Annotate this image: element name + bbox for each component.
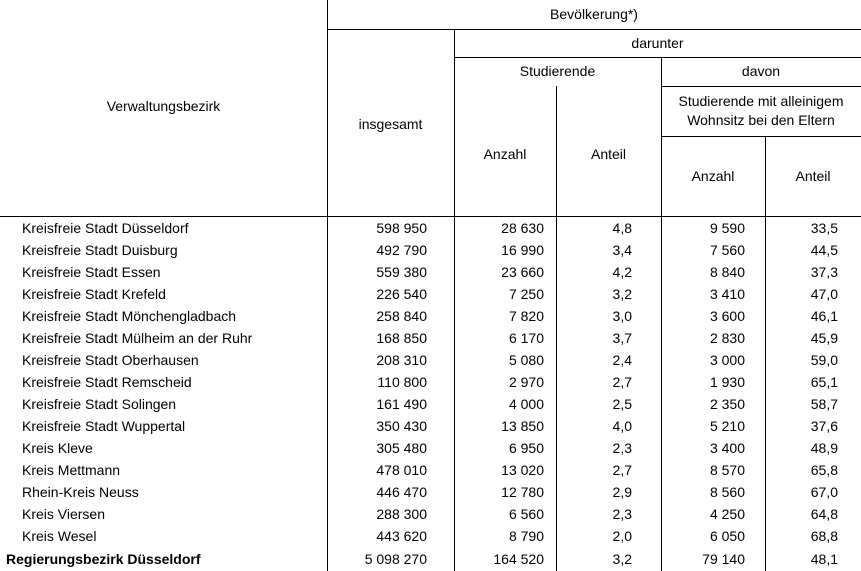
row-anteil: 3,0 [612, 308, 632, 324]
row-eltern-anzahl: 2 350 [709, 396, 745, 412]
row-anzahl: 16 990 [501, 242, 544, 258]
row-anteil: 4,2 [612, 264, 632, 280]
total-insgesamt: 5 098 270 [364, 551, 427, 567]
table-row [0, 482, 861, 504]
header-studierende-anzahl: Anzahl [483, 146, 527, 162]
row-eltern-anteil: 47,0 [810, 286, 838, 302]
row-anteil: 3,7 [612, 330, 632, 346]
row-name: Kreis Mettmann [22, 462, 121, 478]
row-eltern-anteil: 68,8 [810, 528, 838, 544]
row-name: Kreisfreie Stadt Essen [22, 264, 161, 280]
row-anzahl: 7 820 [508, 308, 544, 324]
row-anteil: 2,5 [612, 396, 632, 412]
row-anteil: 3,4 [612, 242, 632, 258]
row-eltern-anteil: 64,8 [810, 506, 838, 522]
row-name: Kreisfreie Stadt Duisburg [22, 242, 178, 258]
row-insgesamt: 492 790 [376, 242, 427, 258]
row-eltern-anzahl: 3 000 [709, 352, 745, 368]
table-row [0, 504, 861, 526]
row-eltern-anteil: 59,0 [810, 352, 838, 368]
row-eltern-anzahl: 3 410 [709, 286, 745, 302]
row-anzahl: 2 970 [508, 374, 544, 390]
row-insgesamt: 446 470 [376, 484, 427, 500]
row-insgesamt: 208 310 [376, 352, 427, 368]
table-row [0, 328, 861, 350]
row-anzahl: 4 000 [508, 396, 544, 412]
row-eltern-anteil: 58,7 [810, 396, 838, 412]
row-insgesamt: 258 840 [376, 308, 427, 324]
row-anteil: 2,9 [612, 484, 632, 500]
row-name: Kreisfreie Stadt Solingen [22, 396, 177, 412]
row-anteil: 2,4 [612, 352, 632, 368]
row-anzahl: 6 170 [508, 330, 544, 346]
row-eltern-anzahl: 9 590 [709, 220, 745, 236]
row-insgesamt: 598 950 [376, 220, 427, 236]
row-anzahl: 23 660 [501, 264, 544, 280]
row-eltern-anteil: 46,1 [810, 308, 838, 324]
row-name: Kreisfreie Stadt Wuppertal [22, 418, 186, 434]
row-anteil: 2,3 [612, 506, 632, 522]
row-name: Rhein-Kreis Neuss [22, 484, 139, 500]
row-name: Kreisfreie Stadt Remscheid [22, 374, 192, 390]
row-insgesamt: 350 430 [376, 418, 427, 434]
table-row [0, 218, 861, 240]
row-insgesamt: 305 480 [376, 440, 427, 456]
row-anteil: 2,3 [612, 440, 632, 456]
row-insgesamt: 288 300 [376, 506, 427, 522]
header-studierende: Studierende [519, 63, 596, 79]
header-studierende-anteil: Anteil [590, 146, 627, 162]
table-row [0, 240, 861, 262]
table-row [0, 460, 861, 482]
row-eltern-anzahl: 3 600 [709, 308, 745, 324]
row-name: Kreis Wesel [22, 528, 97, 544]
row-insgesamt: 110 800 [377, 374, 427, 390]
header-eltern-line2: Wohnsitz bei den Eltern [687, 112, 835, 128]
row-eltern-anteil: 33,5 [810, 220, 838, 236]
row-anzahl: 6 950 [508, 440, 544, 456]
total-eltern-anteil: 48,1 [810, 551, 838, 567]
total-name: Regierungsbezirk Düsseldorf [6, 551, 201, 567]
row-eltern-anzahl: 4 250 [709, 506, 745, 522]
header-darunter: darunter [631, 35, 684, 51]
table-row [0, 372, 861, 394]
row-name: Kreisfreie Stadt Krefeld [22, 286, 166, 302]
row-anteil: 3,2 [612, 286, 632, 302]
total-anteil: 3,2 [612, 551, 632, 567]
row-anteil: 2,7 [612, 374, 632, 390]
row-anzahl: 12 780 [501, 484, 544, 500]
row-insgesamt: 168 850 [376, 330, 427, 346]
row-eltern-anzahl: 7 560 [709, 242, 745, 258]
row-name: Kreisfreie Stadt Mönchengladbach [22, 308, 237, 324]
row-anteil: 2,0 [612, 528, 632, 544]
header-eltern-anteil: Anteil [795, 168, 831, 184]
table-row [0, 416, 861, 438]
header-davon: davon [741, 63, 781, 79]
row-insgesamt: 226 540 [376, 286, 427, 302]
row-name: Kreis Kleve [22, 440, 93, 456]
row-eltern-anteil: 65,1 [810, 374, 838, 390]
row-anzahl: 13 850 [501, 418, 544, 434]
row-anzahl: 7 250 [508, 286, 544, 302]
row-anteil: 2,7 [612, 462, 632, 478]
row-eltern-anteil: 37,6 [810, 418, 838, 434]
total-eltern-anzahl: 79 140 [702, 551, 745, 567]
total-anzahl: 164 520 [493, 551, 544, 567]
row-name: Kreis Viersen [22, 506, 106, 522]
table-row [0, 350, 861, 372]
row-insgesamt: 478 010 [376, 462, 427, 478]
row-eltern-anteil: 67,0 [810, 484, 838, 500]
row-eltern-anteil: 48,9 [810, 440, 838, 456]
row-name: Kreisfreie Stadt Düsseldorf [22, 220, 189, 236]
table-row-total [0, 549, 861, 571]
row-eltern-anzahl: 1 930 [709, 374, 745, 390]
row-anteil: 4,8 [612, 220, 632, 236]
table-row [0, 284, 861, 306]
row-eltern-anzahl: 2 830 [709, 330, 745, 346]
header-verwaltungsbezirk: Verwaltungsbezirk [106, 98, 221, 114]
row-anteil: 4,0 [612, 418, 632, 434]
row-eltern-anzahl: 8 570 [709, 462, 745, 478]
row-eltern-anzahl: 8 560 [709, 484, 745, 500]
header-bevoelkerung: Bevölkerung*) [550, 6, 638, 22]
row-eltern-anzahl: 8 840 [709, 264, 745, 280]
row-insgesamt: 443 620 [376, 528, 427, 544]
table-row [0, 394, 861, 416]
table-row [0, 306, 861, 328]
row-anzahl: 28 630 [501, 220, 544, 236]
row-eltern-anzahl: 5 210 [709, 418, 745, 434]
table-row [0, 438, 861, 460]
row-anzahl: 8 790 [508, 528, 544, 544]
row-anzahl: 6 560 [508, 506, 544, 522]
row-insgesamt: 559 380 [376, 264, 427, 280]
header-eltern-anzahl: Anzahl [691, 168, 735, 184]
row-eltern-anzahl: 6 050 [709, 528, 745, 544]
header-eltern-line1: Studierende mit alleinigem [678, 93, 844, 109]
row-anzahl: 5 080 [508, 352, 544, 368]
row-name: Kreisfreie Stadt Mülheim an der Ruhr [22, 330, 253, 346]
row-insgesamt: 161 490 [376, 396, 427, 412]
row-eltern-anteil: 44,5 [810, 242, 838, 258]
row-name: Kreisfreie Stadt Oberhausen [22, 352, 199, 368]
table-row [0, 526, 861, 548]
header-insgesamt: insgesamt [358, 116, 423, 132]
row-eltern-anteil: 65,8 [810, 462, 838, 478]
row-eltern-anteil: 45,9 [810, 330, 838, 346]
table-row [0, 262, 861, 284]
row-eltern-anteil: 37,3 [810, 264, 838, 280]
row-anzahl: 13 020 [501, 462, 544, 478]
row-eltern-anzahl: 3 400 [709, 440, 745, 456]
